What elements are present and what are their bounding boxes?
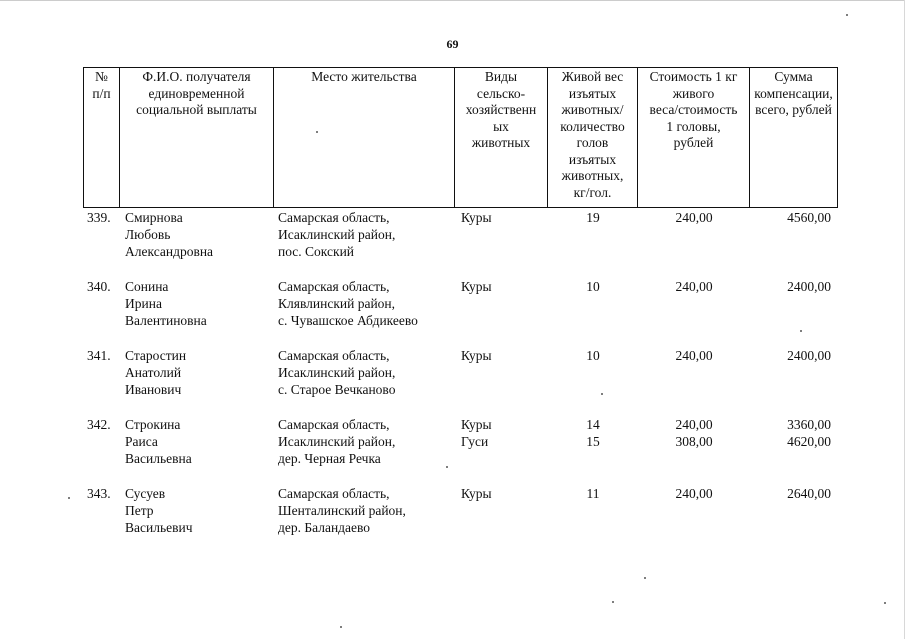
- header-line: голов: [576, 135, 609, 150]
- scan-top-edge: [0, 0, 905, 1]
- page-number: 69: [446, 37, 459, 51]
- residence-line: с. Старое Вечканово: [278, 382, 396, 397]
- recipient-name-line: Васильевна: [125, 451, 192, 466]
- recipient-name-line: Старостин: [125, 348, 187, 363]
- header-price-per-kg: [638, 68, 750, 208]
- cell-animal-kind: [461, 278, 551, 295]
- scan-speck: [612, 601, 614, 603]
- scan-speck: [340, 626, 342, 628]
- animal-kind-line: Куры: [461, 417, 492, 432]
- compensation-total-line: 4620,00: [787, 434, 831, 449]
- scan-speck: [68, 497, 70, 499]
- scan-speck: [800, 330, 802, 332]
- header-line: Стоимость 1 кг: [649, 69, 738, 84]
- animal-kind-line: Гуси: [461, 434, 489, 449]
- cell-price: [639, 209, 749, 226]
- compensation-total-line: 4560,00: [787, 210, 831, 225]
- price-line: 240,00: [675, 279, 713, 294]
- live-weight-line: 19: [586, 210, 600, 225]
- header-line: социальной выплаты: [136, 102, 257, 117]
- scan-speck: [644, 577, 646, 579]
- header-line: единовременной: [148, 85, 245, 101]
- header-line: изъятых: [568, 85, 617, 101]
- cell-recipient-name: [125, 416, 275, 467]
- header-line: животных: [471, 135, 531, 150]
- live-weight-line: 14: [586, 417, 600, 432]
- animal-kind-line: Куры: [461, 348, 492, 363]
- cell-residence: [278, 278, 456, 329]
- residence-line: дер. Баландаево: [278, 520, 371, 535]
- residence-line: пос. Сокский: [278, 244, 355, 259]
- header-line: Ф.И.О. получателя: [142, 69, 251, 84]
- header-line: кг/гол.: [573, 184, 612, 200]
- header-residence: [274, 68, 455, 208]
- animal-kind-line: Куры: [461, 279, 492, 294]
- cell-live-weight: [548, 278, 638, 295]
- recipient-name-line: Любовь: [125, 227, 171, 242]
- header-line: ых: [493, 118, 509, 134]
- header-row: [84, 68, 838, 208]
- cell-compensation-total: [751, 416, 831, 450]
- header-line: животных,: [561, 168, 624, 183]
- compensation-total-line: 2400,00: [787, 279, 831, 294]
- row-number-line: 339.: [87, 210, 111, 225]
- price-line: 240,00: [675, 486, 713, 501]
- residence-line: дер. Черная Речка: [278, 451, 381, 466]
- header-live-weight: [548, 68, 638, 208]
- scan-speck: [884, 602, 886, 604]
- cell-recipient-name: [125, 278, 275, 329]
- scan-speck: [846, 14, 848, 16]
- cell-price: [639, 485, 749, 502]
- table-body: [83, 209, 843, 554]
- residence-line: Самарская область,: [278, 348, 390, 363]
- table-row: [83, 485, 843, 554]
- scan-speck: [601, 393, 603, 395]
- cell-live-weight: [548, 347, 638, 364]
- recipient-name-line: Смирнова: [125, 210, 183, 225]
- cell-residence: [278, 347, 456, 398]
- cell-row-number: [87, 278, 117, 295]
- header-line: веса/стоимость: [649, 102, 738, 117]
- cell-row-number: [87, 416, 117, 433]
- scan-speck: [446, 466, 448, 468]
- header-line: Живой вес: [561, 69, 624, 84]
- price-line: 240,00: [675, 417, 713, 432]
- recipient-name-line: Сонина: [125, 279, 169, 294]
- table-row: [83, 278, 843, 347]
- cell-live-weight: [548, 209, 638, 226]
- header-recipient-name: [120, 68, 274, 208]
- cell-compensation-total: [751, 209, 831, 226]
- header-line: Место жительства: [311, 69, 417, 84]
- header-line: №: [95, 69, 108, 84]
- recipient-name-line: Иванович: [125, 382, 182, 397]
- residence-line: Исаклинский район,: [278, 365, 396, 380]
- header-line: компенсации,: [754, 85, 833, 101]
- recipient-name-line: Сусуев: [125, 486, 166, 501]
- header-line: живого: [672, 85, 715, 101]
- live-weight-line: 10: [586, 279, 600, 294]
- compensation-total-line: 2400,00: [787, 348, 831, 363]
- cell-row-number: [87, 209, 117, 226]
- header-animal-kind: [455, 68, 548, 208]
- compensation-total-line: 3360,00: [787, 417, 831, 432]
- residence-line: Клявлинский район,: [278, 296, 396, 311]
- cell-recipient-name: [125, 347, 275, 398]
- cell-row-number: [87, 485, 117, 502]
- cell-residence: [278, 485, 456, 536]
- header-number: [84, 68, 120, 208]
- header-line: п/п: [92, 85, 111, 101]
- residence-line: Самарская область,: [278, 417, 390, 432]
- cell-row-number: [87, 347, 117, 364]
- live-weight-line: 11: [586, 486, 600, 501]
- table-row: [83, 416, 843, 485]
- header-line: Сумма: [774, 69, 813, 84]
- header-line: изъятых: [568, 151, 617, 167]
- residence-line: Самарская область,: [278, 486, 390, 501]
- recipient-name-line: Александровна: [125, 244, 214, 259]
- residence-line: Самарская область,: [278, 279, 390, 294]
- recipient-name-line: Раиса: [125, 434, 158, 449]
- table-row: [83, 209, 843, 278]
- header-line: рублей: [673, 135, 714, 150]
- recipient-name-line: Строкина: [125, 417, 181, 432]
- recipient-name-line: Васильевич: [125, 520, 193, 535]
- price-line: 240,00: [675, 210, 713, 225]
- recipient-name-line: Петр: [125, 503, 154, 518]
- compensation-total-line: 2640,00: [787, 486, 831, 501]
- cell-compensation-total: [751, 278, 831, 295]
- header-line: всего, рублей: [755, 102, 832, 117]
- residence-line: Исаклинский район,: [278, 227, 396, 242]
- table-header: [83, 67, 838, 208]
- table-row: [83, 347, 843, 416]
- cell-recipient-name: [125, 485, 275, 536]
- recipient-name-line: Ирина: [125, 296, 162, 311]
- cell-price: [639, 278, 749, 295]
- cell-animal-kind: [461, 485, 551, 502]
- cell-recipient-name: [125, 209, 275, 260]
- cell-price: [639, 347, 749, 364]
- header-line: 1 головы,: [666, 118, 721, 134]
- row-number-line: 340.: [87, 279, 111, 294]
- header-line: хозяйственн: [465, 102, 537, 117]
- header-line: животных/: [561, 102, 624, 117]
- recipient-name-line: Валентиновна: [125, 313, 207, 328]
- header-line: сельско-: [476, 85, 526, 101]
- scan-speck: [316, 131, 318, 133]
- row-number-line: 342.: [87, 417, 111, 432]
- header-line: количество: [560, 118, 625, 134]
- cell-compensation-total: [751, 485, 831, 502]
- price-line: 240,00: [675, 348, 713, 363]
- cell-residence: [278, 209, 456, 260]
- price-line: 308,00: [675, 434, 713, 449]
- cell-residence: [278, 416, 456, 467]
- row-number-line: 343.: [87, 486, 111, 501]
- cell-price: [639, 416, 749, 450]
- animal-kind-line: Куры: [461, 210, 492, 225]
- residence-line: с. Чувашское Абдикеево: [278, 313, 418, 328]
- live-weight-line: 10: [586, 348, 600, 363]
- recipient-name-line: Анатолий: [125, 365, 182, 380]
- cell-compensation-total: [751, 347, 831, 364]
- header-compensation-total: [750, 68, 838, 208]
- live-weight-line: 15: [586, 434, 600, 449]
- residence-line: Шенталинский район,: [278, 503, 406, 518]
- cell-live-weight: [548, 485, 638, 502]
- row-number-line: 341.: [87, 348, 111, 363]
- cell-animal-kind: [461, 209, 551, 226]
- cell-animal-kind: [461, 347, 551, 364]
- header-line: Виды: [484, 69, 518, 84]
- cell-animal-kind: [461, 416, 551, 450]
- residence-line: Самарская область,: [278, 210, 390, 225]
- animal-kind-line: Куры: [461, 486, 492, 501]
- residence-line: Исаклинский район,: [278, 434, 396, 449]
- cell-live-weight: [548, 416, 638, 450]
